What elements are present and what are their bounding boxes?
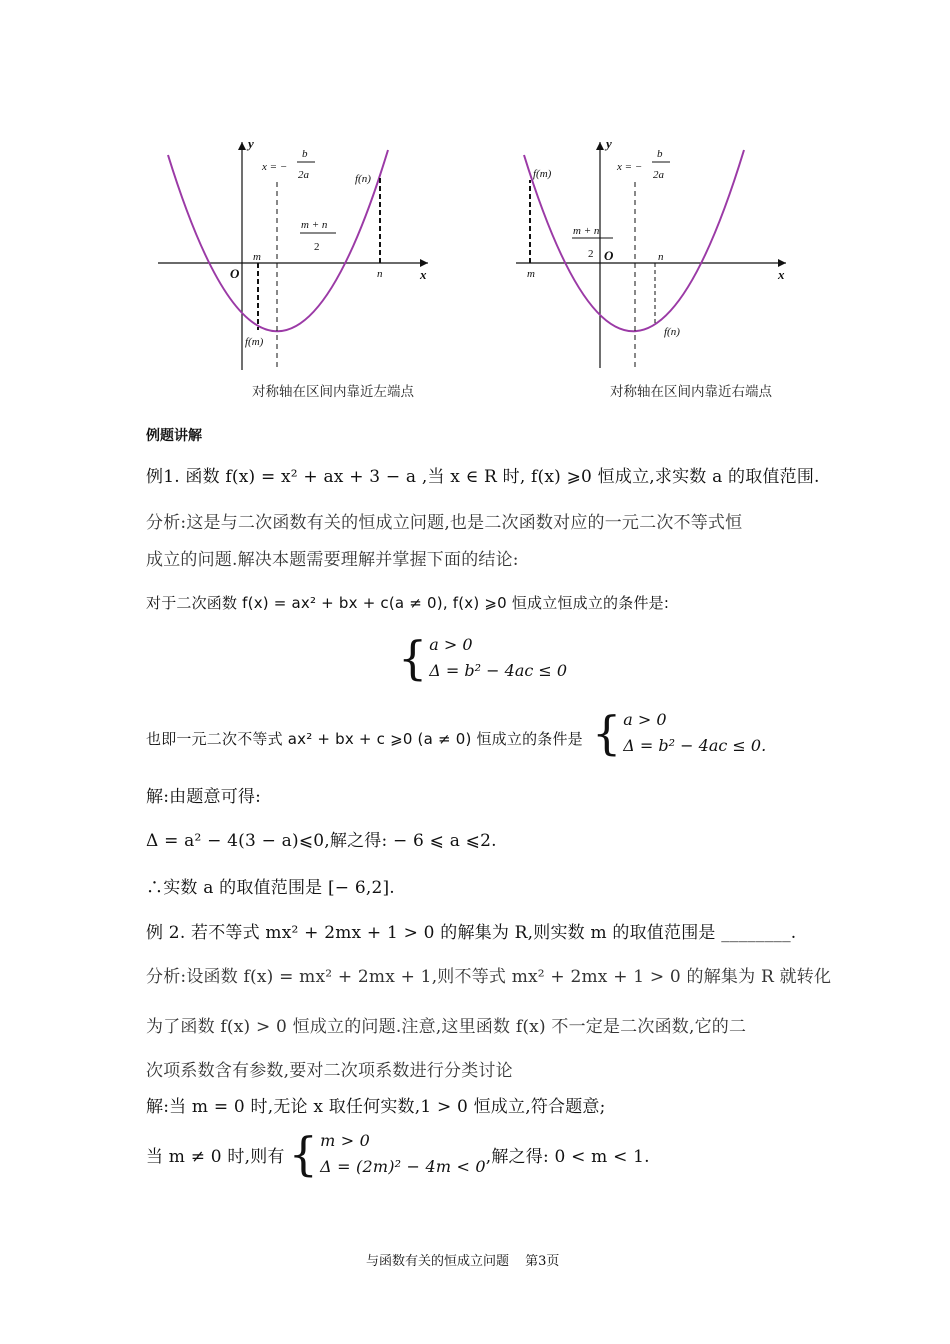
axis-equation-denominator: 2a (298, 169, 309, 181)
midpoint-numerator: m + n (301, 219, 328, 231)
parabola-graph-left (150, 130, 440, 380)
conclusion-statement: 对于二次函数 f(x) = ax² + bx + c(a ≠ 0), f(x) ⩾0 恒成立恒成立的条件是: (146, 594, 670, 612)
example-1-analysis-line-1: 分析:这是与二次函数有关的恒成立问题,也是二次函数对应的一元二次不等式恒 (146, 513, 743, 533)
condition-1: a > 0 (429, 635, 473, 654)
origin-label: O (230, 266, 240, 281)
solution-suffix: ,解之得: 0 < m < 1. (485, 1146, 650, 1167)
figure-left-caption: 对称轴在区间内靠近左端点 (252, 384, 414, 400)
figure-left (150, 130, 440, 380)
point-m-label: m (527, 268, 535, 280)
example-1-solution-line-1: 解:由题意可得: (146, 787, 262, 807)
parabola-graph-right (508, 130, 798, 380)
f-m-label: f(m) (533, 168, 552, 180)
x-axis-label: x (420, 267, 427, 282)
axis-equation-numerator: b (657, 148, 663, 160)
x-axis-label: x (778, 267, 785, 282)
axis-equation-prefix: x = − (617, 161, 643, 173)
left-brace: { (398, 631, 428, 685)
solution-condition-2: Δ = (2m)² − 4m < 0 (320, 1157, 486, 1176)
example-2-analysis-line-1: 分析:设函数 f(x) = mx² + 2mx + 1,则不等式 mx² + 2mx + 1 > 0 的解集为 R 就转化 (146, 967, 832, 987)
y-axis-label: y (606, 136, 612, 151)
f-n-label: f(n) (664, 326, 680, 338)
equivalent-condition-1: a > 0 (623, 710, 667, 729)
left-brace: { (592, 706, 622, 760)
figure-right (508, 130, 798, 380)
equivalent-statement: 也即一元二次不等式 ax² + bx + c ⩾0 (a ≠ 0) 恒成立的条件是 (146, 730, 583, 748)
solution-prefix: 当 m ≠ 0 时,则有 (146, 1146, 285, 1167)
example-2-analysis-line-2: 为了函数 f(x) > 0 恒成立的问题.注意,这里函数 f(x) 不一定是二次函数,它的二 (146, 1017, 747, 1037)
page-footer (366, 1250, 559, 1269)
equivalent-condition-2: Δ = b² − 4ac ≤ 0. (623, 736, 767, 755)
example-2-solution-line-1: 解:当 m = 0 时,无论 x 取任何实数,1 > 0 恒成立,符合题意; (146, 1097, 606, 1117)
axis-equation-numerator: b (302, 148, 308, 160)
example-2-solution-line-2 (146, 1128, 650, 1180)
example-1-problem: 例1. 函数 f(x) = x² + ax + 3 − a ,当 x ∈ R 时, f(x) ⩾0 恒成立,求实数 a 的取值范围. (146, 467, 820, 487)
origin-label: O (604, 248, 614, 263)
axis-equation-prefix: x = − (262, 161, 288, 173)
footer-page-number: 第3页 (525, 1254, 560, 1269)
example-1-analysis-line-2: 成立的问题.解决本题需要理解并掌握下面的结论: (146, 550, 519, 570)
example-2-analysis-line-3: 次项系数含有参数,要对二次项系数进行分类讨论 (146, 1061, 513, 1081)
midpoint-numerator: m + n (573, 225, 600, 237)
axis-equation-denominator: 2a (653, 169, 664, 181)
solution-condition-1: m > 0 (320, 1131, 371, 1150)
solution-condition-system (289, 1128, 486, 1180)
example-2-problem: 例 2. 若不等式 mx² + 2mx + 1 > 0 的解集为 R,则实数 m 的取值范围是 ________. (146, 923, 797, 943)
figure-right-caption: 对称轴在区间内靠近右端点 (610, 384, 772, 400)
midpoint-denominator: 2 (588, 248, 594, 260)
f-n-label: f(n) (355, 173, 371, 185)
point-m-label: m (253, 251, 261, 263)
point-n-label: n (658, 251, 664, 263)
example-1-solution-line-3: ∴实数 a 的取值范围是 [− 6,2]. (146, 878, 395, 898)
footer-title: 与函数有关的恒成立问题 (366, 1254, 510, 1269)
example-1-solution-line-2: Δ = a² − 4(3 − a)⩽0,解之得: − 6 ⩽ a ⩽2. (146, 831, 497, 851)
y-axis-label: y (248, 136, 254, 151)
left-brace: { (288, 1127, 319, 1181)
section-heading: 例题讲解 (146, 428, 202, 444)
point-n-label: n (377, 268, 383, 280)
midpoint-denominator: 2 (314, 241, 320, 253)
equivalent-condition-system (592, 707, 766, 759)
f-m-label: f(m) (245, 336, 264, 348)
condition-system (398, 632, 567, 684)
condition-2: Δ = b² − 4ac ≤ 0 (429, 661, 568, 680)
